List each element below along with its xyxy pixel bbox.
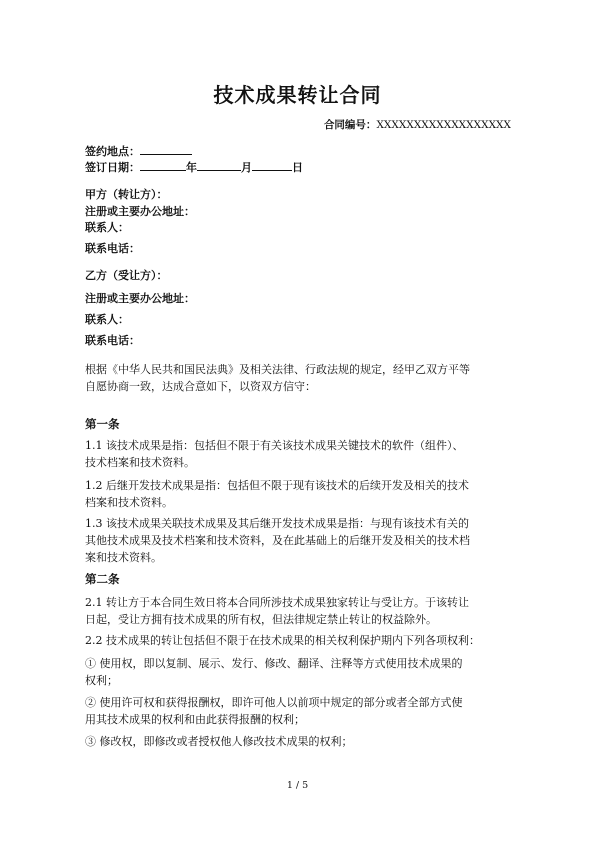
party-a-contact: 联系人： (85, 221, 129, 234)
clause-2-1 (85, 594, 511, 628)
clause-line: 1.3 该技术成果关联技术成果及其后继开发技术成果是指：与现有该技术有关的 (85, 517, 469, 530)
contract-number-label: 合同编号： (323, 119, 377, 131)
signing-date-label: 签订日期： (85, 161, 140, 174)
right-1 (85, 655, 511, 689)
clause-2-2 (85, 632, 511, 649)
article-2-heading: 第二条 (85, 572, 120, 586)
clause-line: 用其技术成果的权利和由此获得报酬的权利； (85, 713, 305, 726)
party-a-phone: 联系电话： (85, 242, 140, 255)
contract-number (324, 117, 511, 132)
page-title: 技术成果转让合同 (213, 83, 382, 107)
party-b-phone: 联系电话： (85, 334, 140, 347)
year-label: 年 (186, 161, 197, 174)
clause-1-1 (85, 437, 511, 471)
party-a-address: 注册或主要办公地址： (85, 205, 195, 218)
preamble (85, 361, 511, 395)
party-b-contact: 联系人： (85, 313, 129, 326)
signing-place (85, 143, 192, 159)
preamble-line: 根据《中华人民共和国民法典》及相关法律、行政法规的规定，经甲乙双方平等 (85, 363, 470, 376)
clause-line: 2.1 转让方于本合同生效日将本合同所涉技术成果独家转让与受让方。于该转让 (85, 596, 469, 609)
clause-line: 权利； (85, 674, 118, 687)
signing-date (85, 159, 303, 175)
contract-number-value: XXXXXXXXXXXXXXXXXX (376, 119, 511, 131)
day-blank (252, 159, 292, 171)
year-blank (140, 159, 186, 171)
clause-line: 档案和技术资料。 (85, 496, 173, 509)
month-label: 月 (241, 161, 252, 174)
party-b-address: 注册或主要办公地址： (85, 292, 195, 305)
signing-place-blank (140, 143, 192, 155)
preamble-line: 自愿协商一致，达成合意如下，以资双方信守： (85, 380, 316, 393)
clause-1-2 (85, 477, 511, 511)
clause-line: 日起，受让方拥有技术成果的所有权，但法律规定禁止转让的权益除外。 (85, 613, 437, 626)
clause-line: 其他技术成果及技术档案和技术资料，及在此基础上的后继开发及相关的技术档 (85, 534, 470, 547)
article-1-heading: 第一条 (85, 417, 120, 431)
signing-place-label: 签约地点： (85, 145, 140, 158)
clause-line: ③ 修改权，即修改或者授权他人修改技术成果的权利； (85, 735, 353, 748)
clause-line: 2.2 技术成果的转让包括但不限于在技术成果的相关权利保护期内下列各项权利： (85, 634, 480, 647)
party-a-title: 甲方（转让方）： (85, 188, 168, 201)
clause-line: 1.2 后继开发技术成果是指：包括但不限于现有该技术的后续开发及相关的技术 (85, 479, 469, 492)
clause-line: 1.1 该技术成果是指：包括但不限于有关该技术成果关键技术的软件（组件）、 (85, 439, 464, 452)
page-number: 1 / 5 (286, 780, 309, 791)
clause-1-3 (85, 515, 511, 566)
right-2 (85, 694, 511, 728)
clause-line: 技术档案和技术资料。 (85, 456, 195, 469)
clause-line: 案和技术资料。 (85, 551, 162, 564)
party-b-title: 乙方（受让方）： (85, 269, 168, 282)
clause-line: ① 使用权，即以复制、展示、发行、修改、翻译、注释等方式使用技术成果的 (85, 657, 463, 670)
clause-line: ② 使用许可权和获得报酬权，即许可他人以前项中规定的部分或者全部方式使 (85, 696, 463, 709)
month-blank (197, 159, 241, 171)
right-3 (85, 733, 511, 750)
day-label: 日 (292, 161, 303, 174)
